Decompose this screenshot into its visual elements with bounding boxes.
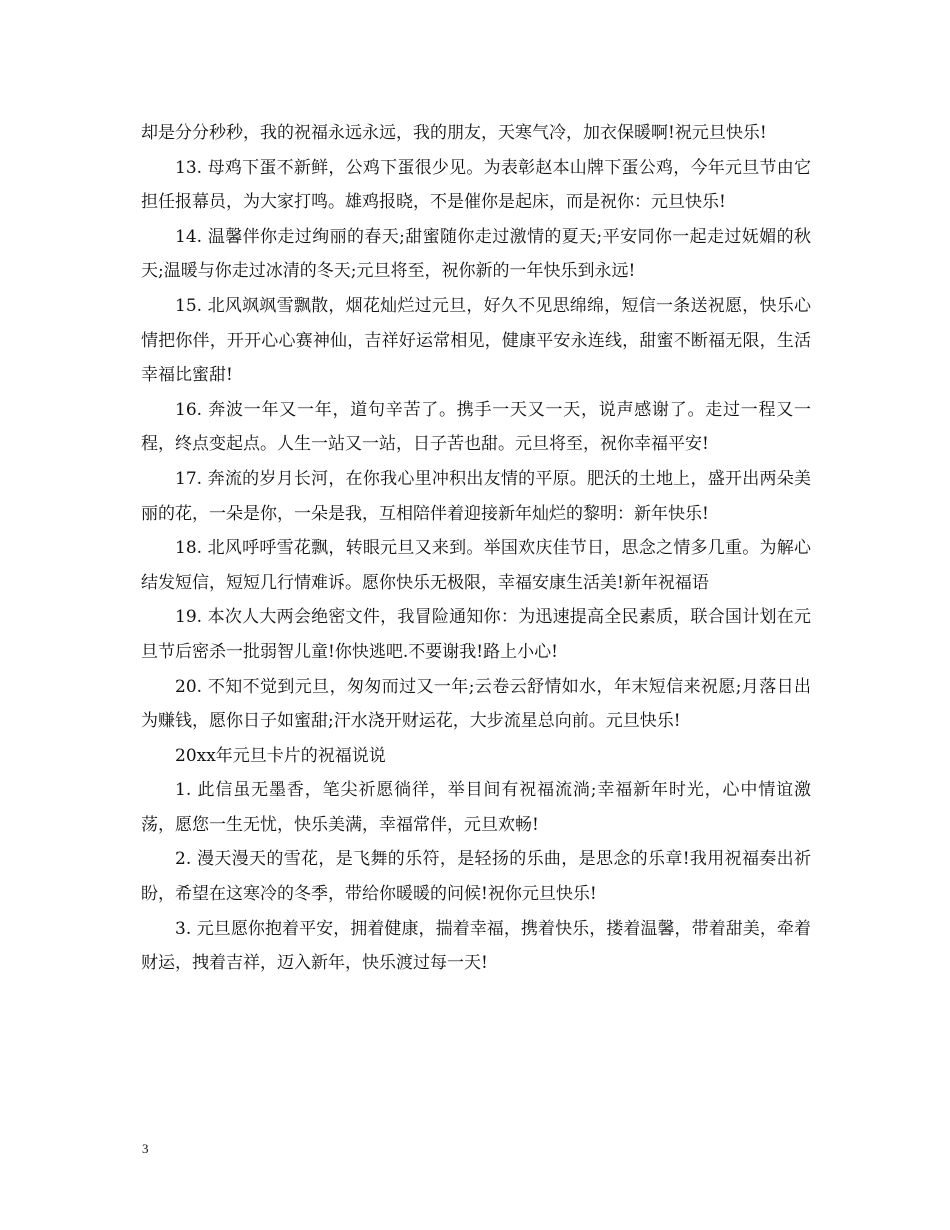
paragraph: 17. 奔流的岁月长河，在你我心里冲积出友情的平原。肥沃的土地上，盛开出两朵美丽的花，一朵是你，一朵是我，互相陪伴着迎接新年灿烂的黎明：新年快乐! (141, 468, 811, 524)
paragraph: 却是分分秒秒，我的祝福永远永远，我的朋友，天寒气冷，加衣保暖啊!祝元旦快乐! (141, 123, 767, 143)
paragraph: 14. 温馨伴你走过绚丽的春天;甜蜜随你走过激情的夏天;平安同你一起走过妩媚的秋天;温暖与你走过冰清的冬天;元旦将至，祝你新的一年快乐到永远! (141, 226, 811, 282)
paragraph: 2. 漫天漫天的雪花，是飞舞的乐符，是轻扬的乐曲，是思念的乐章!我用祝福奏出祈盼，希望在这寒冷的冬季，带给你暖暖的问候!祝你元旦快乐! (141, 849, 811, 905)
paragraph: 1. 此信虽无墨香，笔尖祈愿徜徉，举目间有祝福流淌;幸福新年时光，心中情谊激荡，愿您一生无忧，快乐美满，幸福常伴，元旦欢畅! (141, 780, 811, 835)
paragraph: 19. 本次人大两会绝密文件，我冒险通知你：为迅速提高全民素质，联合国计划在元旦节后密杀一批弱智儿童!你快逃吧.不要谢我!路上小心! (141, 607, 811, 662)
document-body (141, 116, 811, 981)
section-heading: 20xx年元旦卡片的祝福说说 (175, 745, 386, 766)
paragraph: 3. 元旦愿你抱着平安，拥着健康，揣着幸福，携着快乐，搂着温馨，带着甜美，牵着财运，拽着吉祥，迈入新年，快乐渡过每一天! (141, 918, 811, 974)
paragraph: 15. 北风飒飒雪飘散，烟花灿烂过元旦，好久不见思绵绵，短信一条送祝愿，快乐心情把你伴，开开心心赛神仙，吉祥好运常相见，健康平安永连线，甜蜜不断福无限，生活幸福比蜜甜! (141, 295, 811, 386)
paragraph: 20. 不知不觉到元旦，匆匆而过又一年;云卷云舒情如水，年末短信来祝愿;月落日出为赚钱，愿你日子如蜜甜;汗水浇开财运花，大步流星总向前。元旦快乐! (141, 676, 811, 732)
paragraph: 16. 奔波一年又一年，道句辛苦了。携手一天又一天，说声感谢了。走过一程又一程，终点变起点。人生一站又一站，日子苦也甜。元旦将至，祝你幸福平安! (141, 399, 811, 455)
paragraph: 13. 母鸡下蛋不新鲜，公鸡下蛋很少见。为表彰赵本山牌下蛋公鸡，今年元旦节由它担任报幕员，为大家打鸣。雄鸡报晓，不是催你是起床，而是祝你：元旦快乐! (141, 157, 811, 213)
paragraph: 18. 北风呼呼雪花飘，转眼元旦又来到。举国欢庆佳节日，思念之情多几重。为解心结发短信，短短几行情难诉。愿你快乐无极限，幸福安康生活美!新年祝福语 (141, 538, 811, 593)
page-number: 3 (142, 1141, 149, 1156)
